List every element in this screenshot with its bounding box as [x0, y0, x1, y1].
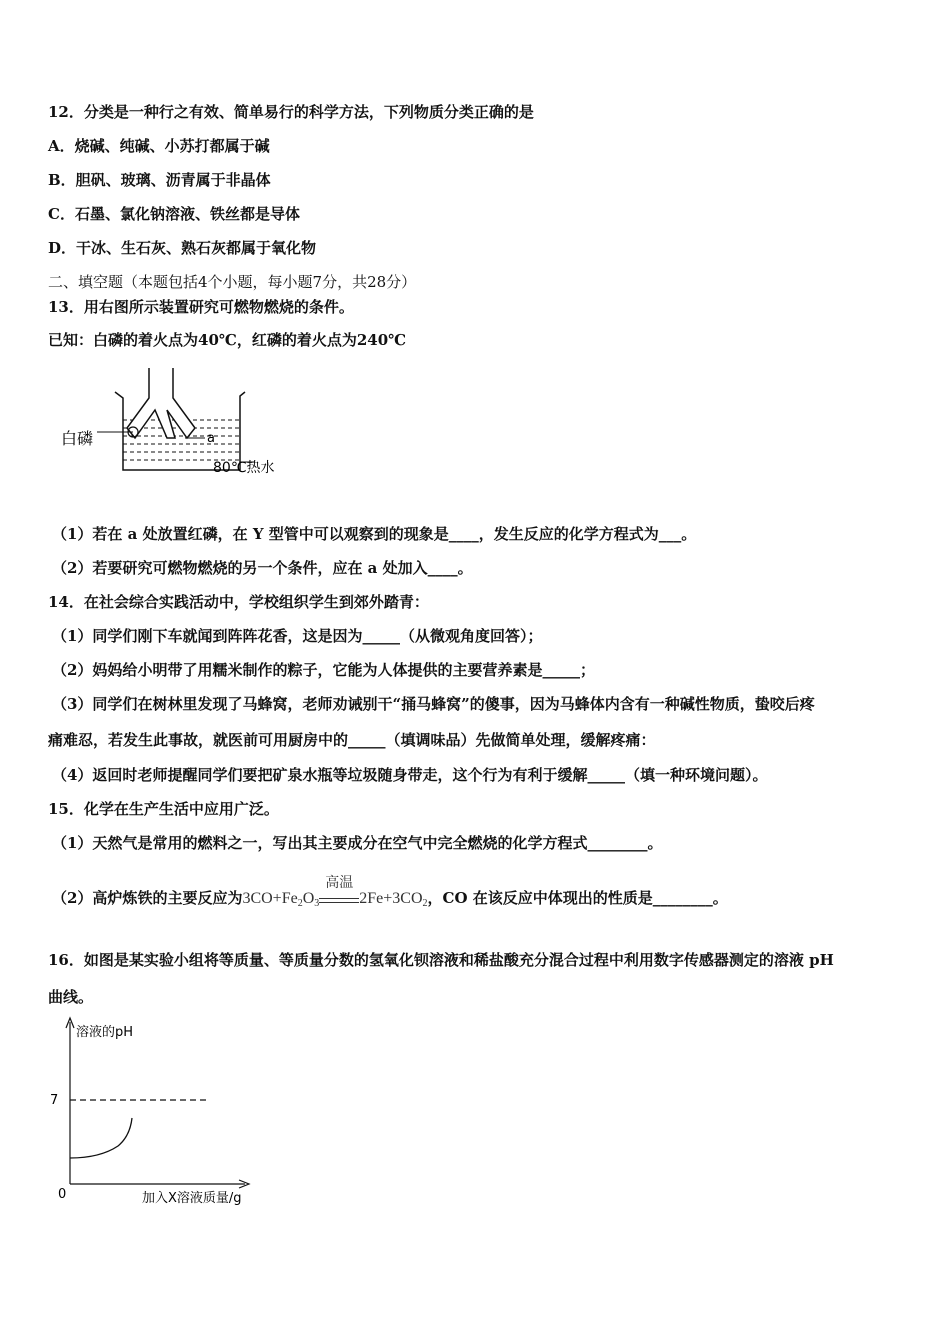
q12-option-c: C．石墨、氯化钠溶液、铁丝都是导体: [48, 205, 300, 223]
q14-sub4: （4）返回时老师提醒同学们要把矿泉水瓶等垃圾随身带走，这个行为有利于缓解_____（填一种环境问题）。: [52, 766, 768, 784]
label-white-phosphorus: 白磷: [61, 429, 94, 448]
graph-xlabel: 加入X溶液质量/g: [142, 1191, 242, 1206]
blast-furnace-equation: [242, 875, 428, 914]
q15-sub2: [52, 875, 728, 914]
q15-sub1: （1）天然气是常用的燃料之一，写出其主要成分在空气中完全燃烧的化学方程式________。: [52, 834, 663, 852]
q12-stem: 12．分类是一种行之有效、简单易行的科学方法，下列物质分类正确的是: [48, 103, 534, 121]
eq-sub-co2: 2: [422, 898, 428, 909]
graph-y7: 7: [50, 1093, 59, 1108]
ph-curve-figure: [40, 1012, 280, 1212]
q14-sub3-line1: （3）同学们在树林里发现了马蜂窝，老师劝诫别干“捅马蜂窝”的傻事，因为马蜂体内含有一种碱性物质，蛰咬后疼: [52, 695, 815, 713]
reaction-condition: 高温: [325, 875, 354, 891]
reaction-arrow: [319, 875, 359, 903]
label-a: a: [207, 431, 215, 446]
eq-o: O: [302, 890, 315, 907]
eq-sub-o: 3: [314, 898, 320, 909]
q13-sub1: （1）若在 a 处放置红磷，在 Y 型管中可以观察到的现象是____，发生反应的化学方程式为___。: [52, 525, 697, 543]
q12-option-a: A．烧碱、纯碱、小苏打都属于碱: [48, 137, 270, 155]
q14-sub2: （2）妈妈给小明带了用糯米制作的粽子，它能为人体提供的主要营养素是_____；: [52, 661, 595, 679]
q12-option-b: B．胆矾、玻璃、沥青属于非晶体: [48, 171, 271, 189]
q15-sub2-prefix: （2）高炉炼铁的主要反应为: [52, 889, 243, 907]
graph-ylabel: 溶液的pH: [76, 1025, 134, 1040]
q16-stem-line2: 曲线。: [48, 988, 94, 1006]
q14-sub3-line2: 痛难忍，若发生此事故，就医前可用厨房中的_____（填调味品）先做简单处理，缓解疼痛：: [48, 731, 656, 749]
q13-known: 已知：白磷的着火点为40℃，红磷的着火点为240℃: [48, 331, 407, 349]
eq-left: 3CO+Fe: [242, 890, 298, 907]
label-hot-water: 80℃热水: [213, 460, 275, 476]
graph-origin: 0: [58, 1187, 67, 1202]
q15-stem: 15．化学在生产生活中应用广泛。: [48, 800, 279, 818]
q13-sub2: （2）若要研究可燃物燃烧的另一个条件，应在 a 处加入____。: [52, 559, 473, 577]
beaker-apparatus-figure: [55, 362, 295, 482]
eq-sub-fe: 2: [297, 898, 303, 909]
q14-stem: 14．在社会综合实践活动中，学校组织学生到郊外踏青：: [48, 593, 429, 611]
q14-sub1: （1）同学们刚下车就闻到阵阵花香，这是因为_____（从微观角度回答）；: [52, 627, 543, 645]
q16-stem-line1: 16．如图是某实验小组将等质量、等质量分数的氢氧化钡溶液和稀盐酸充分混合过程中利用数字传感器测定的溶液 pH: [48, 951, 834, 969]
section-heading: 二、填空题（本题包括4个小题，每小题7分，共28分）: [48, 273, 417, 291]
eq-right: 2Fe+3CO: [359, 890, 423, 907]
q15-sub2-suffix: ，CO 在该反应中体现出的性质是________。: [427, 889, 728, 907]
q13-stem: 13．用右图所示装置研究可燃物燃烧的条件。: [48, 298, 354, 316]
q12-option-d: D．干冰、生石灰、熟石灰都属于氧化物: [48, 239, 317, 257]
